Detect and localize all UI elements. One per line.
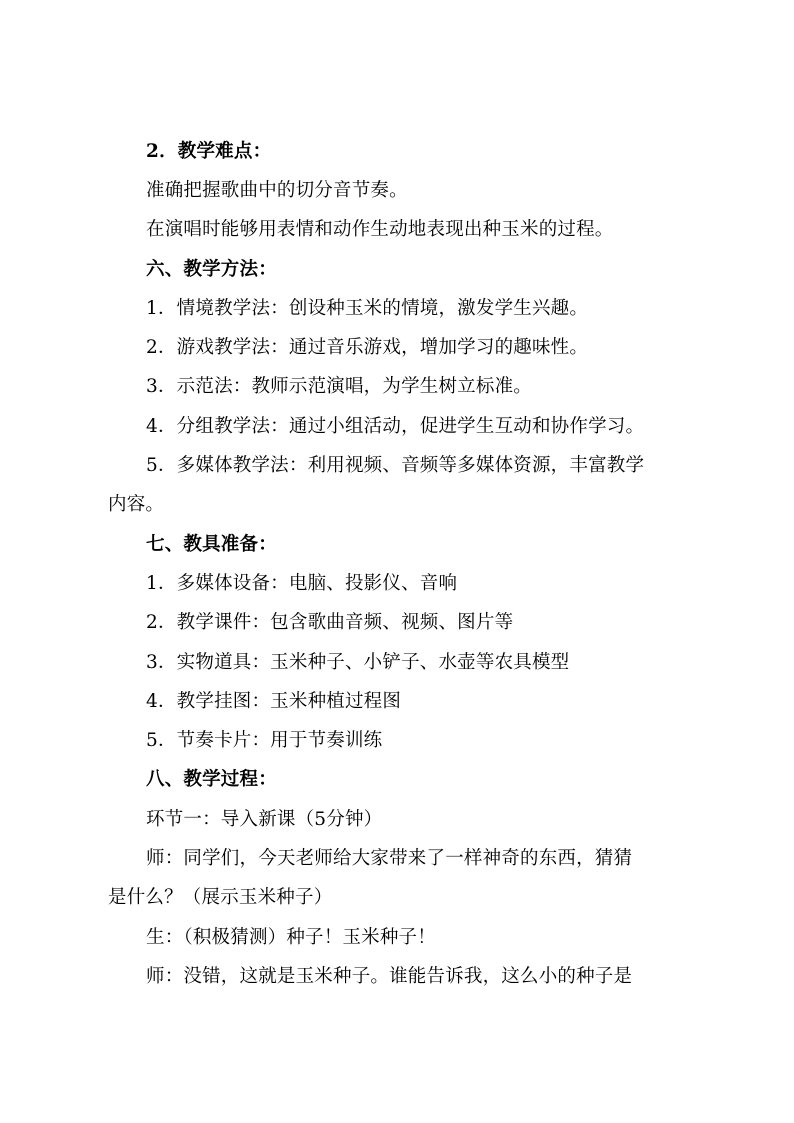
heading-teaching-aids: 七、教具准备： [146,534,277,555]
list-item: 1．多媒体设备：电脑、投影仪、音响 [146,573,458,594]
list-item: 3．示范法：教师示范演唱，为学生树立标准。 [146,376,532,397]
list-item: 5．多媒体教学法：利用视频、音频等多媒体资源，丰富教学 [146,455,645,476]
dialogue-line: 师：同学们，今天老师给大家带来了一样神奇的东西，猜猜 [146,848,633,869]
list-item: 5．节奏卡片：用于节奏训练 [146,730,383,751]
dialogue-line: 生：（积极猜测）种子！玉米种子！ [146,927,436,948]
list-item: 4．教学挂图：玉米种植过程图 [146,691,402,712]
paragraph-line: 准确把握歌曲中的切分音节奏。 [146,180,408,201]
section-title: 环节一：导入新课（5分钟） [146,809,383,830]
paragraph-line: 在演唱时能够用表情和动作生动地表现出种玉米的过程。 [146,219,614,240]
list-item-continuation: 内容。 [108,494,165,515]
dialogue-line-continuation: 是什么？（展示玉米种子） [108,887,333,908]
heading-teaching-difficulties: 2．教学难点： [146,141,272,162]
list-item: 2．教学课件：包含歌曲音频、视频、图片等 [146,612,514,633]
heading-teaching-methods: 六、教学方法： [146,259,277,280]
list-item: 3．实物道具：玉米种子、小铲子、水壶等农具模型 [146,652,570,673]
list-item: 4．分组教学法：通过小组活动，促进学生互动和协作学习。 [146,416,645,437]
heading-teaching-process: 八、教学过程： [146,769,277,790]
list-item: 1．情境教学法：创设种玉米的情境，激发学生兴趣。 [146,298,589,319]
dialogue-line: 师：没错，这就是玉米种子。谁能告诉我，这么小的种子是 [146,966,633,987]
list-item: 2．游戏教学法：通过音乐游戏，增加学习的趣味性。 [146,337,589,358]
